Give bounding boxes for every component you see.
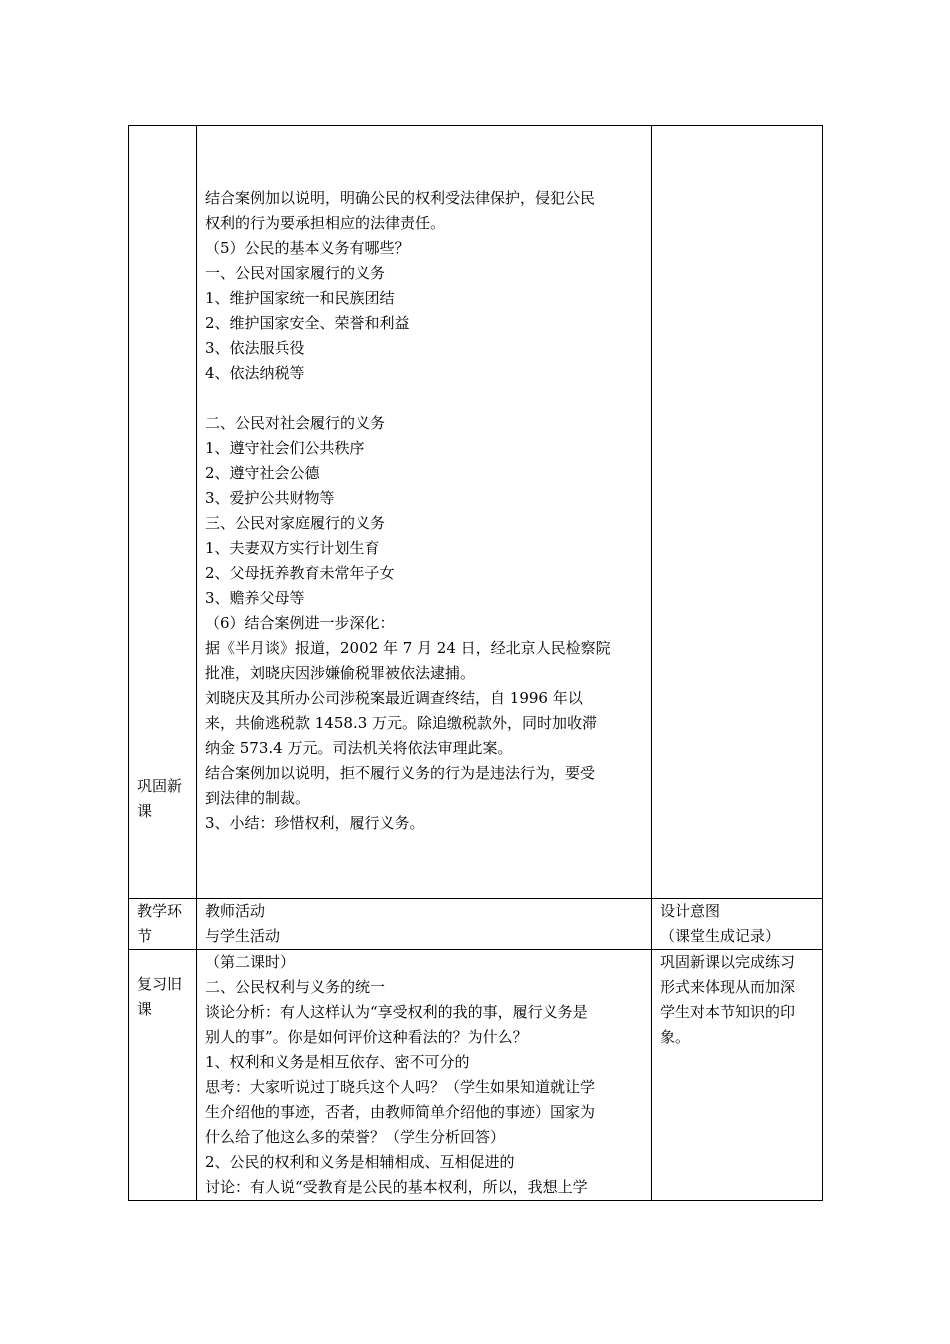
text-line: 1、夫妻双方实行计划生育: [205, 539, 380, 557]
text-line: （5）公民的基本义务有哪些？: [205, 239, 410, 257]
header-line: （课堂生成记录）: [660, 927, 781, 945]
text-line: 3、小结：珍惜权利，履行义务。: [205, 814, 425, 832]
text-line: 2、公民的权利和义务是相辅相成、互相促进的: [205, 1153, 515, 1171]
review-activity: [197, 950, 651, 1200]
blank-line: [205, 386, 645, 411]
header-activity-cell: [197, 899, 652, 950]
stage-label-cell: [129, 126, 197, 899]
text-line: 二、公民权利与义务的统一: [205, 978, 386, 996]
text-line: 批准，刘晓庆因涉嫌偷税罪被依法逮捕。: [205, 664, 476, 682]
intent-line: 象。: [660, 1028, 691, 1046]
stage-label: [129, 126, 196, 824]
label-line: 复习旧: [137, 975, 183, 993]
header-intent: [652, 899, 822, 949]
text-line: 2、父母抚养教育未常年子女: [205, 564, 395, 582]
text-line: 讨论：有人说“受教育是公民的基本权利，所以，我想上学: [205, 1178, 588, 1196]
label-line: 巩固新: [137, 777, 183, 795]
text-line: 3、赡养父母等: [205, 589, 305, 607]
activity-cell: [197, 126, 652, 899]
intent-line: 巩固新课以完成练习: [660, 953, 796, 971]
header-line: 教学环: [137, 902, 183, 920]
review-activity-cell: [197, 950, 652, 1201]
text-line: 生介绍他的事迹，否者，由教师简单介绍他的事迹）国家为: [205, 1103, 596, 1121]
text-line: 三、公民对家庭履行的义务: [205, 514, 386, 532]
text-line: 4、依法纳税等: [205, 364, 305, 382]
text-line: 权利的行为要承担相应的法律责任。: [205, 214, 446, 232]
intent-line: 学生对本节知识的印: [660, 1003, 796, 1021]
text-line: 2、维护国家安全、荣誉和利益: [205, 314, 410, 332]
lesson-plan-table: [128, 125, 823, 1201]
text-line: 到法律的制裁。: [205, 789, 311, 807]
text-line: （6）结合案例进一步深化：: [205, 614, 395, 632]
header-line: 设计意图: [660, 902, 721, 920]
label-line: 课: [137, 802, 153, 820]
header-line: 节: [137, 927, 153, 945]
text-line: 一、公民对国家履行的义务: [205, 264, 386, 282]
review-intent-cell: [652, 950, 823, 1201]
text-line: 1、遵守社会们公共秩序: [205, 439, 365, 457]
review-label-cell: [129, 950, 197, 1201]
intent-line: 形式来体现从而加深: [660, 978, 796, 996]
header-stage-cell: [129, 899, 197, 950]
text-line: 结合案例加以说明，拒不履行义务的行为是违法行为，要受: [205, 764, 596, 782]
text-line: 思考：大家听说过丁晓兵这个人吗？（学生如果知道就让学: [205, 1078, 596, 1096]
text-line: 来，共偷逃税款 1458.3 万元。除追缴税款外，同时加收滞: [205, 714, 598, 732]
header-stage: [129, 899, 196, 949]
review-intent: [652, 950, 822, 1050]
activity-content: [197, 126, 651, 836]
text-line: 别人的事”。你是如何评价这种看法的？为什么？: [205, 1028, 528, 1046]
text-line: 什么给了他这么多的荣誉？（学生分析回答）: [205, 1128, 506, 1146]
text-line: 谈论分析：有人这样认为“享受权利的我的事，履行义务是: [205, 1003, 588, 1021]
text-line: 刘晓庆及其所办公司涉税案最近调查终结，自 1996 年以: [205, 689, 583, 707]
text-line: 据《半月谈》报道，2002 年 7 月 24 日，经北京人民检察院: [205, 639, 611, 657]
consolidation-row: [129, 126, 823, 899]
text-line: （第二课时）: [205, 953, 296, 971]
text-line: 1、权利和义务是相互依存、密不可分的: [205, 1053, 470, 1071]
text-line: 二、公民对社会履行的义务: [205, 414, 386, 432]
text-line: 3、爱护公共财物等: [205, 489, 335, 507]
intent-cell: [652, 126, 823, 899]
text-line: 纳金 573.4 万元。司法机关将依法审理此案。: [205, 739, 513, 757]
review-label: [129, 950, 196, 1022]
header-row: [129, 899, 823, 950]
text-line: 结合案例加以说明，明确公民的权利受法律保护，侵犯公民: [205, 189, 596, 207]
header-intent-cell: [652, 899, 823, 950]
label-line: 课: [137, 1000, 153, 1018]
text-line: 1、维护国家统一和民族团结: [205, 289, 395, 307]
header-activity: [197, 899, 651, 949]
text-line: 2、遵守社会公德: [205, 464, 320, 482]
header-line: 教师活动: [205, 902, 266, 920]
text-line: 3、依法服兵役: [205, 339, 305, 357]
review-row: [129, 950, 823, 1201]
header-line: 与学生活动: [205, 927, 281, 945]
